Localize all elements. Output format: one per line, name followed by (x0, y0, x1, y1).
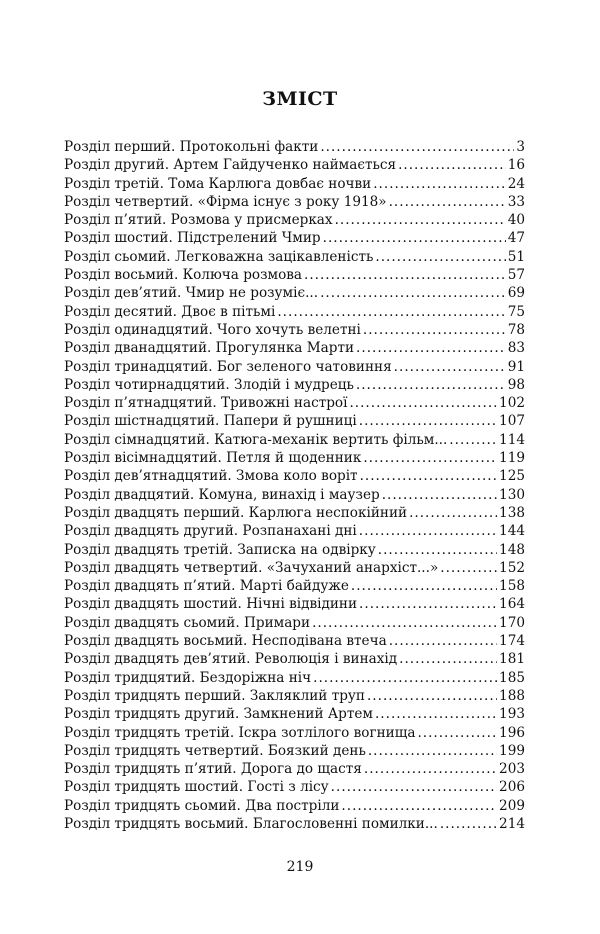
toc-dot-leader (373, 175, 505, 193)
toc-entry (64, 486, 525, 504)
toc-entry-page: 209 (499, 797, 525, 814)
toc-entry-label: Розділ двадцять четвертий. «Зачуханий анархіст...» (64, 559, 439, 576)
toc-entry (64, 248, 525, 266)
toc-entry (64, 138, 525, 156)
toc-entry-page: 158 (499, 578, 525, 595)
toc-entry-label: Розділ тридцять другий. Замкнений Артем (64, 706, 373, 723)
toc-entry-label: Розділ двадцять третій. Записка на одвірку (64, 541, 376, 558)
toc-entry (64, 522, 525, 540)
toc-entry-label: Розділ тридцять третій. Іскра зотлілого вогнища (64, 724, 416, 741)
toc-entry (64, 266, 525, 284)
toc-entry-page: 40 (507, 212, 525, 229)
toc-entry (64, 211, 525, 229)
toc-dot-leader (277, 303, 505, 321)
toc-entry (64, 760, 525, 778)
toc-dot-leader (363, 449, 497, 467)
toc-entry-label: Розділ сьомий. Легковажна зацікавленість (64, 248, 374, 265)
toc-dot-leader (440, 559, 497, 577)
toc-entry-label: Розділ тридцять п’ятий. Дорога до щастя (64, 761, 362, 778)
toc-entry-label: Розділ другий. Артем Гайдученко наймається (64, 157, 397, 174)
toc-dot-leader (341, 797, 497, 815)
toc-entry-label: Розділ дев’ятнадцятий. Змова коло воріт (64, 468, 358, 485)
toc-dot-leader (399, 650, 497, 668)
toc-entry-label: Розділ четвертий. «Фірма існує з року 1918» (64, 193, 387, 210)
toc-entry (64, 467, 525, 485)
toc-dot-leader (364, 760, 497, 778)
toc-dot-leader (394, 358, 506, 376)
toc-entry-label: Розділ одинадцятий. Чого хочуть велетні (64, 321, 361, 338)
toc-entry-label: Розділ шостий. Підстрелений Чмир (64, 230, 321, 247)
toc-dot-leader (320, 284, 506, 302)
toc-entry-page: 114 (499, 431, 525, 448)
toc-entry-page: 69 (507, 285, 525, 302)
toc-entry-page: 214 (499, 815, 525, 832)
toc-entry-page: 102 (499, 395, 525, 412)
toc-entry (64, 614, 525, 632)
toc-dot-leader (382, 486, 497, 504)
toc-dot-leader (359, 522, 497, 540)
toc-entry (64, 193, 525, 211)
toc-dot-leader (449, 431, 497, 449)
toc-entry-label: Розділ двадцять перший. Карлюга неспокійний (64, 504, 408, 521)
toc-entry (64, 650, 525, 668)
toc-entry-page: 170 (499, 614, 525, 631)
toc-dot-leader (398, 156, 506, 174)
toc-entry (64, 175, 525, 193)
toc-entry (64, 229, 525, 247)
toc-dot-leader (335, 211, 506, 229)
toc-entry (64, 156, 525, 174)
toc-entry-page: 199 (499, 742, 525, 759)
toc-dot-leader (323, 229, 506, 247)
toc-entry-label: Розділ двадцять п’ятий. Марті байдуже (64, 578, 349, 595)
toc-entry-page: 91 (507, 358, 525, 375)
toc-entry-page: 107 (499, 413, 525, 430)
toc-entry (64, 595, 525, 613)
toc-entry-page: 188 (499, 687, 525, 704)
toc-entry-page: 130 (499, 486, 525, 503)
toc-dot-leader (351, 577, 497, 595)
toc-entry-label: Розділ п’ятнадцятий. Тривожні настрої (64, 395, 348, 412)
toc-entry-page: 181 (499, 651, 525, 668)
toc-entry (64, 577, 525, 595)
toc-entry-page: 206 (499, 779, 525, 796)
toc-entry-page: 164 (499, 596, 525, 613)
toc-dot-leader (440, 815, 497, 833)
toc-entry (64, 321, 525, 339)
toc-entry (64, 394, 525, 412)
toc-entry-label: Розділ перший. Протокольні факти (64, 139, 319, 155)
toc-entry (64, 339, 525, 357)
toc-entry-page: 24 (507, 175, 525, 192)
toc-entry-label: Розділ десятий. Двоє в пітьмі (64, 303, 276, 320)
toc-entry-label: Розділ двадцять шостий. Нічні відвідини (64, 596, 358, 613)
toc-dot-leader (360, 467, 497, 485)
toc-entry-label: Розділ двадцятий. Комуна, винахід і маузер (64, 486, 380, 503)
toc-entry-label: Розділ тридцять перший. Закляклий труп (64, 687, 365, 704)
toc-dot-leader (359, 412, 497, 430)
toc-dot-leader (409, 504, 497, 522)
toc-entry (64, 778, 525, 796)
toc-dot-leader (320, 138, 514, 156)
toc-entry-page: 51 (507, 248, 525, 265)
toc-entry (64, 303, 525, 321)
toc-dot-leader (389, 632, 497, 650)
toc-entry-page: 185 (499, 669, 525, 686)
toc-entry (64, 358, 525, 376)
toc-entry-label: Розділ двадцять дев’ятий. Революція і винахід (64, 651, 398, 668)
toc-entry (64, 284, 525, 302)
toc-entry-page: 33 (507, 193, 525, 210)
toc-entry-label: Розділ дев’ятий. Чмир не розуміє... (64, 285, 319, 302)
toc-entry (64, 449, 525, 467)
toc-entry-page: 144 (499, 523, 525, 540)
toc-entry (64, 797, 525, 815)
toc-entry (64, 632, 525, 650)
toc-entry-page: 203 (499, 761, 525, 778)
toc-entry (64, 376, 525, 394)
toc-entry-page: 47 (507, 230, 525, 247)
toc-entry-label: Розділ двадцять другий. Розпанахані дні (64, 523, 357, 540)
toc-entry (64, 541, 525, 559)
toc-entry-label: Розділ тридцять четвертий. Боязкий день (64, 742, 366, 759)
toc-entry (64, 559, 525, 577)
toc-entry-label: Розділ двадцять восьмий. Несподівана втеча (64, 633, 387, 650)
toc-entry-label: Розділ восьмий. Колюча розмова (64, 267, 303, 284)
toc-entry (64, 705, 525, 723)
table-of-contents (64, 138, 525, 833)
toc-entry-page: 148 (499, 541, 525, 558)
toc-entry-label: Розділ тридцять сьомий. Два постріли (64, 797, 340, 814)
toc-dot-leader (375, 705, 497, 723)
toc-entry-page: 78 (507, 321, 525, 338)
page-title: ЗМІСТ (262, 88, 338, 110)
toc-entry-label: Розділ тридцять шостий. Гості з лісу (64, 779, 329, 796)
toc-dot-leader (356, 376, 506, 394)
toc-entry-label: Розділ вісімнадцятий. Петля й щоденник (64, 450, 362, 467)
toc-entry-page: 75 (507, 303, 525, 320)
toc-entry-label: Розділ третій. Тома Карлюга довбає ночви (64, 175, 372, 192)
toc-entry-page: 196 (499, 724, 525, 741)
toc-dot-leader (356, 339, 506, 357)
toc-entry-page: 16 (507, 157, 525, 174)
toc-entry-page: 119 (499, 450, 525, 467)
toc-entry (64, 724, 525, 742)
toc-entry-page: 83 (507, 340, 525, 357)
toc-entry (64, 412, 525, 430)
toc-entry-label: Розділ п’ятий. Розмова у присмерках (64, 212, 333, 229)
toc-entry (64, 431, 525, 449)
toc-entry-page: 57 (507, 267, 525, 284)
toc-entry-label: Розділ чотирнадцятий. Злодій і мудрець (64, 376, 354, 393)
toc-entry-page: 3 (516, 139, 525, 155)
toc-entry-page: 138 (499, 504, 525, 521)
toc-entry-page: 193 (499, 706, 525, 723)
toc-entry-page: 98 (507, 376, 525, 393)
toc-entry-label: Розділ сімнадцятий. Катюга-механік вертить фільм... (64, 431, 448, 448)
toc-dot-leader (363, 321, 506, 339)
toc-entry-label: Розділ двадцять сьомий. Примари (64, 614, 311, 631)
toc-entry-page: 152 (499, 559, 525, 576)
toc-dot-leader (313, 669, 497, 687)
toc-dot-leader (378, 541, 497, 559)
toc-dot-leader (304, 266, 506, 284)
toc-entry (64, 742, 525, 760)
toc-dot-leader (417, 724, 497, 742)
toc-entry (64, 815, 525, 833)
toc-dot-leader (312, 614, 497, 632)
toc-entry-page: 174 (499, 633, 525, 650)
toc-dot-leader (367, 687, 497, 705)
toc-entry-label: Розділ тридцятий. Бездоріжна ніч (64, 669, 312, 686)
toc-entry-label: Розділ тридцять восьмий. Благословенні помилки... (64, 815, 438, 832)
toc-entry-label: Розділ дванадцятий. Прогулянка Марти (64, 340, 355, 357)
toc-dot-leader (359, 595, 497, 613)
toc-dot-leader (368, 742, 497, 760)
toc-dot-leader (331, 778, 497, 796)
toc-dot-leader (375, 248, 505, 266)
toc-dot-leader (389, 193, 506, 211)
toc-entry-label: Розділ шістнадцятий. Папери й рушниці (64, 413, 357, 430)
toc-entry (64, 669, 525, 687)
toc-entry-label: Розділ тринадцятий. Бог зеленого чатовиння (64, 358, 392, 375)
toc-entry-page: 125 (499, 468, 525, 485)
toc-entry (64, 504, 525, 522)
page-number: 219 (286, 859, 314, 875)
toc-entry (64, 687, 525, 705)
toc-dot-leader (349, 394, 497, 412)
